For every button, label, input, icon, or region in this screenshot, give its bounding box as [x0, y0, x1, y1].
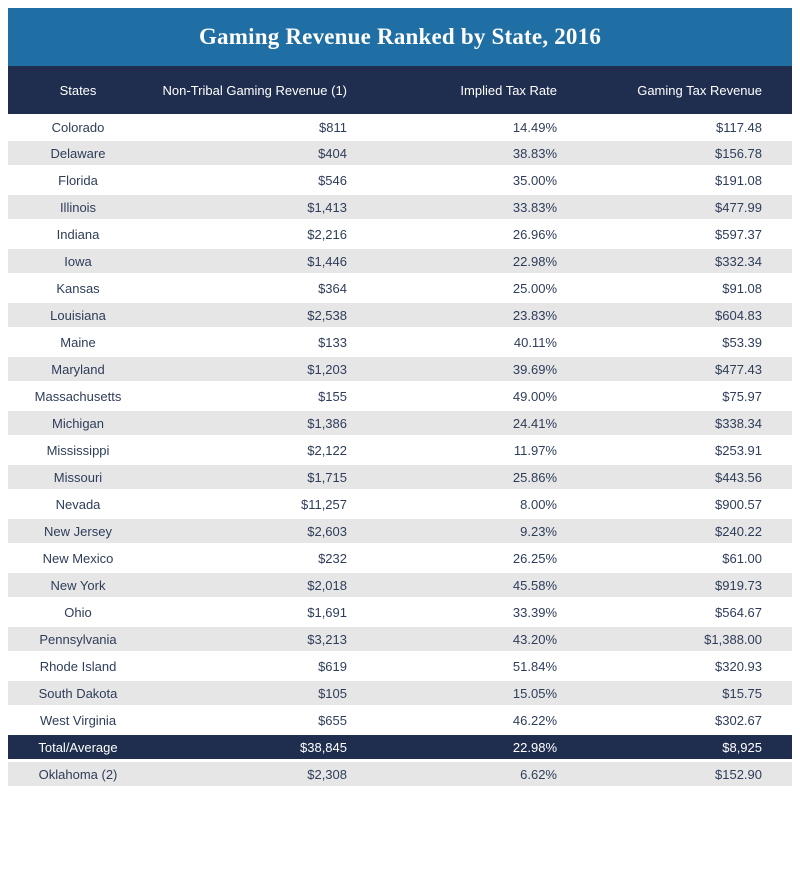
table-row — [8, 573, 792, 600]
tax-rate-cell: 26.25% — [377, 546, 587, 573]
table-row-total-average — [8, 735, 792, 762]
tax-rate-cell: 45.58% — [377, 573, 587, 600]
state-cell: Pennsylvania — [8, 627, 148, 654]
table-row — [8, 168, 792, 195]
title-banner — [8, 8, 792, 66]
revenue-cell: $655 — [148, 708, 377, 735]
table-row — [8, 627, 792, 654]
table-row — [8, 519, 792, 546]
state-cell: Indiana — [8, 222, 148, 249]
state-cell: Mississippi — [8, 438, 148, 465]
tax-rate-cell: 6.62% — [377, 762, 587, 789]
tax-rate-cell: 46.22% — [377, 708, 587, 735]
tax-rate-cell: 33.83% — [377, 195, 587, 222]
tax-rate-cell: 38.83% — [377, 141, 587, 168]
tax-rate-cell: 22.98% — [377, 735, 587, 762]
gaming-revenue-table — [8, 66, 792, 789]
state-cell: New York — [8, 573, 148, 600]
state-cell: Maryland — [8, 357, 148, 384]
tax-revenue-cell: $564.67 — [587, 600, 792, 627]
table-row — [8, 195, 792, 222]
revenue-cell: $2,122 — [148, 438, 377, 465]
tax-rate-cell: 26.96% — [377, 222, 587, 249]
state-cell: Maine — [8, 330, 148, 357]
tax-revenue-cell: $152.90 — [587, 762, 792, 789]
tax-revenue-cell: $332.34 — [587, 249, 792, 276]
table-header — [8, 66, 792, 114]
tax-revenue-cell: $53.39 — [587, 330, 792, 357]
tax-revenue-cell: $61.00 — [587, 546, 792, 573]
table-body — [8, 114, 792, 789]
state-cell: New Mexico — [8, 546, 148, 573]
state-cell: Massachusetts — [8, 384, 148, 411]
revenue-cell: $3,213 — [148, 627, 377, 654]
revenue-cell: $133 — [148, 330, 377, 357]
revenue-cell: $1,413 — [148, 195, 377, 222]
state-cell: South Dakota — [8, 681, 148, 708]
table-row — [8, 330, 792, 357]
revenue-cell: $2,018 — [148, 573, 377, 600]
tax-rate-cell: 40.11% — [377, 330, 587, 357]
revenue-cell: $11,257 — [148, 492, 377, 519]
state-cell: Oklahoma (2) — [8, 762, 148, 789]
revenue-cell: $1,715 — [148, 465, 377, 492]
tax-rate-cell: 49.00% — [377, 384, 587, 411]
state-cell: Ohio — [8, 600, 148, 627]
table-row — [8, 546, 792, 573]
page-title: Gaming Revenue Ranked by State, 2016 — [198, 24, 602, 49]
tax-revenue-cell: $8,925 — [587, 735, 792, 762]
state-cell: Total/Average — [8, 735, 148, 762]
tax-revenue-cell: $1,388.00 — [587, 627, 792, 654]
table-row — [8, 600, 792, 627]
state-cell: Rhode Island — [8, 654, 148, 681]
tax-revenue-cell: $338.34 — [587, 411, 792, 438]
column-header-states: States — [8, 66, 148, 114]
revenue-cell: $2,308 — [148, 762, 377, 789]
table-row — [8, 276, 792, 303]
tax-revenue-cell: $302.67 — [587, 708, 792, 735]
state-cell: Louisiana — [8, 303, 148, 330]
table-row — [8, 141, 792, 168]
tax-rate-cell: 22.98% — [377, 249, 587, 276]
tax-rate-cell: 35.00% — [377, 168, 587, 195]
tax-revenue-cell: $604.83 — [587, 303, 792, 330]
column-header-tax-revenue: Gaming Tax Revenue — [587, 66, 792, 114]
table-row-oklahoma-footnote — [8, 762, 792, 789]
tax-revenue-cell: $477.99 — [587, 195, 792, 222]
revenue-cell: $105 — [148, 681, 377, 708]
revenue-cell: $1,691 — [148, 600, 377, 627]
tax-rate-cell: 25.00% — [377, 276, 587, 303]
column-header-revenue: Non-Tribal Gaming Revenue (1) — [148, 66, 377, 114]
tax-rate-cell: 9.23% — [377, 519, 587, 546]
state-cell: Delaware — [8, 141, 148, 168]
revenue-cell: $619 — [148, 654, 377, 681]
tax-rate-cell: 25.86% — [377, 465, 587, 492]
state-cell: Illinois — [8, 195, 148, 222]
tax-rate-cell: 23.83% — [377, 303, 587, 330]
column-header-tax-rate: Implied Tax Rate — [377, 66, 587, 114]
revenue-cell: $2,538 — [148, 303, 377, 330]
tax-revenue-cell: $900.57 — [587, 492, 792, 519]
table-row — [8, 492, 792, 519]
tax-revenue-cell: $191.08 — [587, 168, 792, 195]
tax-rate-cell: 14.49% — [377, 114, 587, 141]
table-row — [8, 411, 792, 438]
tax-revenue-cell: $597.37 — [587, 222, 792, 249]
revenue-cell: $2,603 — [148, 519, 377, 546]
tax-rate-cell: 11.97% — [377, 438, 587, 465]
tax-rate-cell: 8.00% — [377, 492, 587, 519]
tax-revenue-cell: $15.75 — [587, 681, 792, 708]
tax-revenue-cell: $75.97 — [587, 384, 792, 411]
tax-rate-cell: 39.69% — [377, 357, 587, 384]
revenue-cell: $811 — [148, 114, 377, 141]
tax-rate-cell: 24.41% — [377, 411, 587, 438]
revenue-cell: $155 — [148, 384, 377, 411]
table-row — [8, 654, 792, 681]
revenue-cell: $404 — [148, 141, 377, 168]
revenue-cell: $38,845 — [148, 735, 377, 762]
state-cell: Nevada — [8, 492, 148, 519]
table-row — [8, 222, 792, 249]
table-row — [8, 384, 792, 411]
state-cell: Iowa — [8, 249, 148, 276]
table-row — [8, 708, 792, 735]
tax-revenue-cell: $156.78 — [587, 141, 792, 168]
tax-rate-cell: 43.20% — [377, 627, 587, 654]
tax-revenue-cell: $117.48 — [587, 114, 792, 141]
revenue-cell: $546 — [148, 168, 377, 195]
state-cell: Michigan — [8, 411, 148, 438]
state-cell: Kansas — [8, 276, 148, 303]
tax-revenue-cell: $253.91 — [587, 438, 792, 465]
table-row — [8, 114, 792, 141]
tax-rate-cell: 33.39% — [377, 600, 587, 627]
tax-rate-cell: 51.84% — [377, 654, 587, 681]
revenue-cell: $1,386 — [148, 411, 377, 438]
tax-revenue-cell: $443.56 — [587, 465, 792, 492]
tax-revenue-cell: $320.93 — [587, 654, 792, 681]
tax-revenue-cell: $240.22 — [587, 519, 792, 546]
table-row — [8, 357, 792, 384]
revenue-cell: $232 — [148, 546, 377, 573]
revenue-cell: $1,446 — [148, 249, 377, 276]
state-cell: Florida — [8, 168, 148, 195]
revenue-cell: $2,216 — [148, 222, 377, 249]
table-row — [8, 465, 792, 492]
tax-revenue-cell: $477.43 — [587, 357, 792, 384]
table-row — [8, 249, 792, 276]
state-cell: Colorado — [8, 114, 148, 141]
revenue-cell: $364 — [148, 276, 377, 303]
tax-revenue-cell: $919.73 — [587, 573, 792, 600]
revenue-cell: $1,203 — [148, 357, 377, 384]
state-cell: West Virginia — [8, 708, 148, 735]
state-cell: Missouri — [8, 465, 148, 492]
table-row — [8, 681, 792, 708]
tax-rate-cell: 15.05% — [377, 681, 587, 708]
table-row — [8, 303, 792, 330]
table-row — [8, 438, 792, 465]
tax-revenue-cell: $91.08 — [587, 276, 792, 303]
state-cell: New Jersey — [8, 519, 148, 546]
